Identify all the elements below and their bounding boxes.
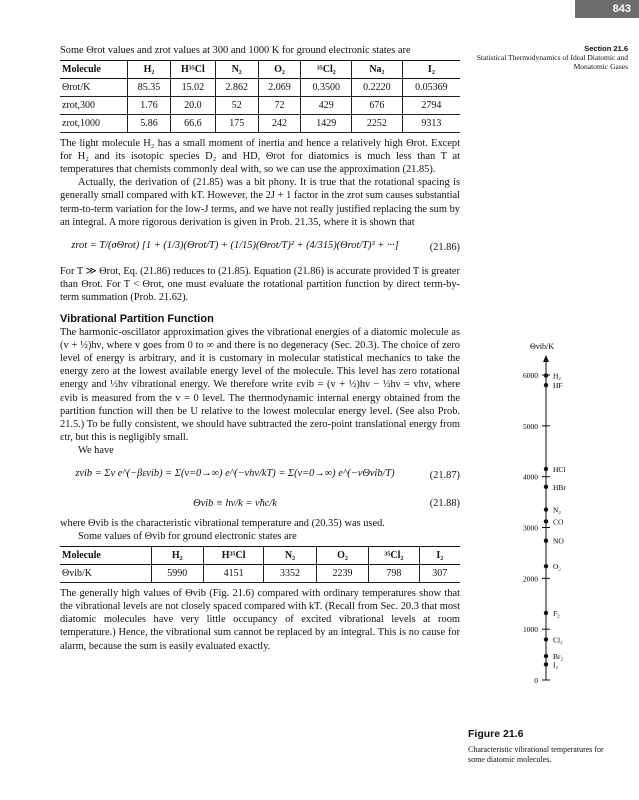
table1-caption: Some Θrot values and zrot values at 300 and 1000 K for ground electronic states are	[60, 45, 411, 56]
equation-number: (21.86)	[429, 241, 460, 253]
table1-header-cell: H³⁵Cl	[170, 61, 215, 79]
table-row	[60, 115, 460, 133]
table-cell: 72	[258, 97, 301, 115]
table-cell: 175	[215, 115, 258, 133]
table-cell: 2.862	[215, 79, 258, 97]
table-cell: 5990	[151, 565, 203, 583]
tick-label: 3000	[523, 523, 538, 533]
table-cell: 676	[352, 97, 403, 115]
table1-header-cell: O₂	[258, 61, 301, 79]
table1-header-cell: H₂	[128, 61, 171, 79]
data-point	[544, 611, 548, 615]
paragraph-8: The generally high values of Θvib (Fig. 21.6) compared with ordinary temperatures show that the vibrational levels are not closely spaced compared with kT. (Recall from Sec. 20.3 that most diatomic molecules have very little occupancy of excited vibrational levels at room temperature.) Hence, the vibrational sum cannot be replaced by an integral. This is no cause for alarm, because the sum is easily evaluated exactly.	[60, 588, 460, 652]
table2-header-cell: I₂	[419, 547, 460, 565]
table-cell: 0.3500	[301, 79, 352, 97]
section-label: Section 21.6	[584, 44, 628, 53]
section-title: Statistical Thermodynamics of Ideal Diatomic and Monatomic Gases	[476, 53, 628, 71]
table1-header-cell: Na₂	[352, 61, 403, 79]
point-label: N₂	[553, 505, 562, 515]
paragraph-4: The harmonic-oscillator approximation gives the vibrational energies of a diatomic molecule as (v + ½)hν, where v goes from 0 to ∞ and there is no degeneracy (Sec. 20.3). The choice of zero level of energy is arbitrary, and it is customary in molecular statistical mechanics to take the energy zero at the lowest available energy level of the molecule. This level has zero rotational energy and ½hν vibrational energy. We therefore write εvib = (v + ½)hν − ½hν = vhν, where εvib is measured from the v = 0 level. The thermodynamic internal energy obtained from the partition function will then be U relative to the lowest molecular energy level. (See also Prob. 21.5.) To be fully consistent, we should have subtracted the zero-point translational energy from εtr, but this is negligibly small.	[60, 327, 460, 443]
data-point	[544, 564, 548, 568]
table2-header-cell: N₂	[264, 547, 316, 565]
table2-header-cell: O₂	[316, 547, 368, 565]
section-heading: Vibrational Partition Function	[60, 313, 214, 326]
table-cell: 2252	[352, 115, 403, 133]
table-cell: 85.35	[128, 79, 171, 97]
equation-body: zrot = T/(σΘrot) [1 + (1/3)(Θrot/T) + (1/15)(Θrot/T)² + (4/315)(Θrot/T)³ + ···]	[71, 239, 399, 251]
point-label: NO	[553, 536, 564, 546]
figure-caption-text: Characteristic vibrational temperatures for some diatomic molecules.	[468, 745, 604, 764]
vibrational-table	[60, 546, 460, 583]
equation-number: (21.87)	[429, 469, 460, 481]
table-cell: 429	[301, 97, 352, 115]
equation-21-87	[60, 457, 460, 493]
table-cell: 2794	[402, 97, 460, 115]
paragraph-5: We have	[78, 444, 114, 456]
data-point	[544, 383, 548, 387]
paragraph-7: Some values of Θvib for ground electronic states are	[78, 531, 297, 543]
point-label: Cl₂	[553, 635, 563, 645]
tick-label: 6000	[523, 371, 538, 380]
vibrational-temperature-figure	[468, 335, 588, 690]
table-row	[60, 565, 460, 583]
table-cell: 798	[369, 565, 419, 583]
data-point	[544, 485, 548, 489]
data-point	[544, 519, 548, 523]
tick-label: 1000	[523, 625, 538, 635]
table2-header-cell: H₂	[151, 547, 203, 565]
tick-label: 5000	[523, 421, 538, 431]
data-point	[544, 373, 548, 377]
table-cell: 0.05369	[402, 79, 460, 97]
table1-header-cell: N₂	[215, 61, 258, 79]
table2-header-cell: H³⁵Cl	[203, 547, 263, 565]
table-cell: 52	[215, 97, 258, 115]
table-cell: 2239	[316, 565, 368, 583]
paragraph-1: The light molecule H₂ has a small moment of inertia and hence a relatively high Θrot. Except for H₂ and its isotopic species D₂ and HD, Θrot for diatomics is much less than T at temperatures that chemists commonly deal with, so we can use the approximation (21.85).	[60, 138, 460, 176]
table-cell: 1429	[301, 115, 352, 133]
point-label: HCl	[553, 464, 566, 474]
equation-21-88	[60, 493, 460, 517]
table-cell: 4151	[203, 565, 263, 583]
table-cell: 0.2220	[352, 79, 403, 97]
table1-header-cell: ³⁵Cl₂	[301, 61, 352, 79]
table-cell: 5.86	[128, 115, 171, 133]
point-label: CO	[553, 517, 564, 527]
point-label: I₂	[553, 660, 559, 670]
data-point	[544, 637, 548, 641]
axis	[523, 355, 566, 685]
point-label: F₂	[553, 608, 560, 618]
table1-header-cell: Molecule	[60, 61, 128, 79]
point-label: HF	[553, 381, 563, 391]
tick-label: 2000	[523, 574, 538, 584]
paragraph-2: Actually, the derivation of (21.85) was a bit phony. It is true that the rotational spacing is generally small compared with kT. However, the 2J + 1 factor in the zrot sum causes substantial term-to-term variation for the low-J terms, and we have not really justified replacing the sum by an integral. A more rigorous derivation is given in Prob. 21.35, where it is shown that	[60, 177, 460, 228]
row-label: Θvib/K	[60, 565, 151, 583]
axis-label: Θvib/K	[530, 342, 554, 351]
tick-label: 4000	[523, 472, 538, 482]
table2-body	[60, 565, 460, 583]
data-point	[544, 662, 548, 666]
data-point	[544, 507, 548, 511]
data-point	[544, 467, 548, 471]
point-label: HBr	[553, 482, 566, 492]
table2-header-cell: Molecule	[60, 547, 151, 565]
data-point	[544, 654, 548, 658]
point-label: Br₂	[553, 652, 564, 662]
figure-caption-title: Figure 21.6	[468, 728, 524, 740]
point-label: H₂	[553, 371, 562, 381]
table-cell: 66.6	[170, 115, 215, 133]
page-number: 843	[575, 0, 639, 18]
row-label: zrot,1000	[60, 115, 128, 133]
table-cell: 3352	[264, 565, 316, 583]
table-cell: 9313	[402, 115, 460, 133]
equation-body: Θvib ≡ hν/k = ν̃hc/k	[193, 497, 277, 509]
table1-body	[60, 79, 460, 133]
row-label: Θrot/K	[60, 79, 128, 97]
table2-header-row	[60, 547, 460, 565]
table1-header-cell: I₂	[402, 61, 460, 79]
table2-header-cell: ³⁵Cl₂	[369, 547, 419, 565]
paragraph-3: For T ≫ Θrot, Eq. (21.86) reduces to (21.85). Equation (21.86) is accurate provided T is greater than Θrot. For T < Θrot, one must evaluate the rotational partition function by direct term-by-term summation (Prob. 21.62).	[60, 265, 460, 303]
table-row	[60, 79, 460, 97]
main-text-column	[60, 44, 460, 653]
row-label: zrot,300	[60, 97, 128, 115]
table-row	[60, 97, 460, 115]
equation-number: (21.88)	[429, 497, 460, 509]
equation-body: zvib = Σv e^(−βεvib) = Σ(v=0→∞) e^(−vhν/kT) = Σ(v=0→∞) e^(−vΘvib/T)	[75, 467, 395, 479]
paragraph-6: where Θvib is the characteristic vibrational temperature and (20.35) was used.	[60, 517, 385, 529]
axis-arrow	[543, 355, 549, 362]
table-cell: 20.0	[170, 97, 215, 115]
table-cell: 2.069	[258, 79, 301, 97]
running-header	[468, 44, 628, 71]
equation-21-86	[60, 229, 460, 265]
point-label: O₂	[553, 562, 562, 572]
table-cell: 242	[258, 115, 301, 133]
tick-label: 0	[534, 676, 538, 685]
data-point	[544, 539, 548, 543]
table-cell: 1.76	[128, 97, 171, 115]
rotational-table	[60, 60, 460, 133]
table-cell: 307	[419, 565, 460, 583]
table-cell: 15.02	[170, 79, 215, 97]
table1-header-row	[60, 61, 460, 79]
